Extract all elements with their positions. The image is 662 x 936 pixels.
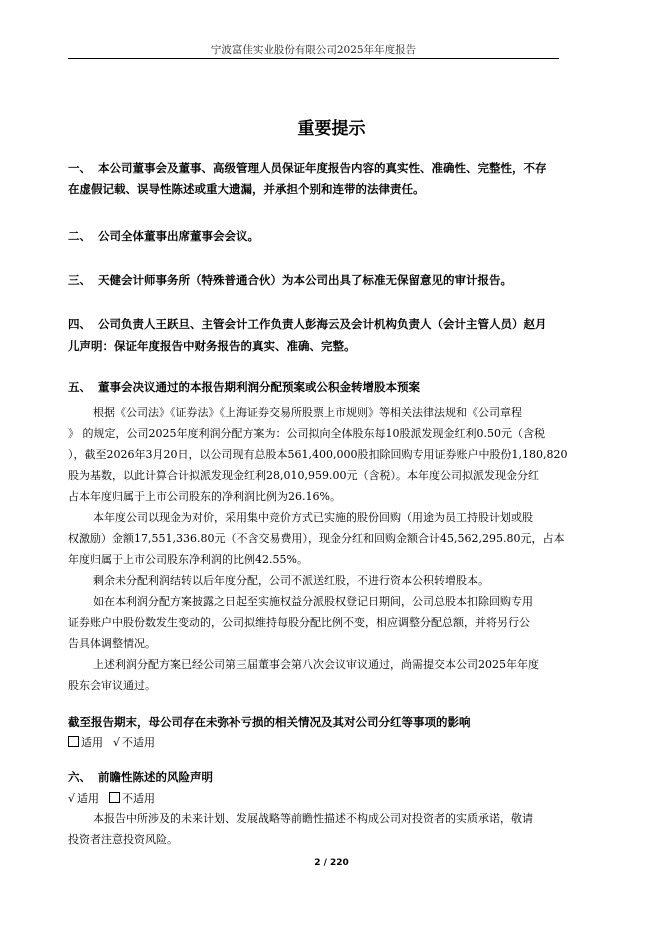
para4-line-1: 如在本利润分配方案披露之日起至实施权益分派股权登记日期间，公司总股本扣除回购专用 [93, 595, 533, 608]
section-6 [68, 767, 595, 788]
s6-applicability [68, 789, 155, 809]
para1-line-2: 》 的规定，公司2025年度利润分配方案为：公司拟向全体股东每10股派发现金红利0.50元（含税 [68, 427, 545, 440]
section-2 [68, 226, 595, 247]
para5-line-1: 上述利润分配方案已经公司第三届董事会第八次会议审议通过，尚需提交本公司2025年年度 [93, 658, 539, 671]
para1-line-3: ），截至2026年3月20日，以公司现有总股本561,400,000股扣除回购专用证券账户中股份1,180,820 [68, 448, 568, 461]
section-4 [68, 314, 595, 335]
unchecked-box-icon [109, 792, 120, 803]
check-mark-icon: √ [68, 792, 76, 805]
section-2-number: 二、 [68, 229, 91, 243]
para2-line-2: 权激励）金额17,551,336.80元（不含交易费用），现金分红和回购金额合计45,562,295.80元，占本 [68, 532, 565, 545]
section-4-number: 四、 [68, 317, 91, 331]
loss-heading: 截至报告期末，母公司存在未弥补亏损的相关情况及其对公司分红等事项的影响 [68, 715, 471, 729]
s6-opt-not-applicable: 不适用 [122, 792, 156, 805]
s6-para-line-1: 本报告中所涉及的未来计划、发展战略等前瞻性描述不构成公司对投资者的实质承诺，敬请 [93, 812, 533, 825]
para2-line-1: 本年度公司以现金为对价，采用集中竞价方式已实施的股份回购（用途为员工持股计划或股 [93, 511, 533, 524]
para1-line-1: 根据《公司法》《证券法》《上海证券交易所股票上市规则》等相关法律法规和《公司章程 [93, 406, 522, 419]
s6-para-line-2: 投资者注意投资风险。 [68, 833, 178, 846]
section-6-text: 前瞻性陈述的风险声明 [98, 770, 213, 784]
unchecked-box-icon [68, 736, 79, 747]
section-1-number: 一、 [68, 161, 91, 175]
para3-line-1: 剩余未分配利润结转以后年度分配，公司不派送红股，不进行资本公积转增股本。 [93, 574, 489, 587]
loss-opt-not-applicable: 不适用 [122, 736, 156, 749]
para5-line-2: 股东会审议通过。 [68, 679, 156, 692]
section-2-text: 公司全体董事出席董事会会议。 [98, 229, 259, 243]
section-1 [68, 158, 595, 179]
section-4-line-2: 儿声明：保证年度报告中财务报告的真实、准确、完整。 [68, 339, 356, 353]
section-1-line-2: 在虚假记载、误导性陈述或重大遗漏，并承担个别和连带的法律责任。 [68, 182, 425, 196]
page-number: 2 / 220 [314, 858, 349, 868]
section-6-number: 六、 [68, 770, 91, 784]
page-header: 宁波富佳实业股份有限公司2025年年度报告 [210, 44, 417, 56]
check-mark-icon: √ [113, 736, 121, 749]
para1-line-5: 占本年度归属于上市公司股东的净利润比例为26.16%。 [68, 490, 341, 503]
para2-line-3: 年度归属于上市公司股东净利润的比例42.55%。 [68, 553, 308, 566]
section-3-text: 天健会计师事务所（特殊普通合伙）为本公司出具了标准无保留意见的审计报告。 [98, 273, 512, 287]
section-5 [68, 377, 595, 398]
page-title: 重要提示 [297, 119, 366, 139]
para4-line-3: 告具体调整情况。 [68, 637, 156, 650]
section-3 [68, 270, 595, 291]
loss-applicability [68, 733, 155, 753]
section-5-number: 五、 [68, 380, 91, 394]
section-1-line-1: 本公司董事会及董事、高级管理人员保证年度报告内容的真实性、准确性、完整性，不存 [98, 161, 547, 175]
section-5-text: 董事会决议通过的本报告期利润分配预案或公积金转增股本预案 [98, 380, 420, 394]
section-4-line-1: 公司负责人王跃旦、主管会计工作负责人彭海云及会计机构负责人（会计主管人员）赵月 [98, 317, 547, 331]
section-3-number: 三、 [68, 273, 91, 287]
loss-opt-applicable: 适用 [81, 736, 103, 749]
s6-opt-applicable: 适用 [77, 792, 100, 805]
para4-line-2: 证券账户中股份数发生变动的，公司拟维持每股分配比例不变，相应调整分配总额，并将另行公 [68, 616, 530, 629]
header-rule [68, 58, 559, 59]
para1-line-4: 股为基数，以此计算合计拟派发现金红利28,010,959.00元（含税）。本年度公司拟派发现金分红 [68, 469, 539, 482]
